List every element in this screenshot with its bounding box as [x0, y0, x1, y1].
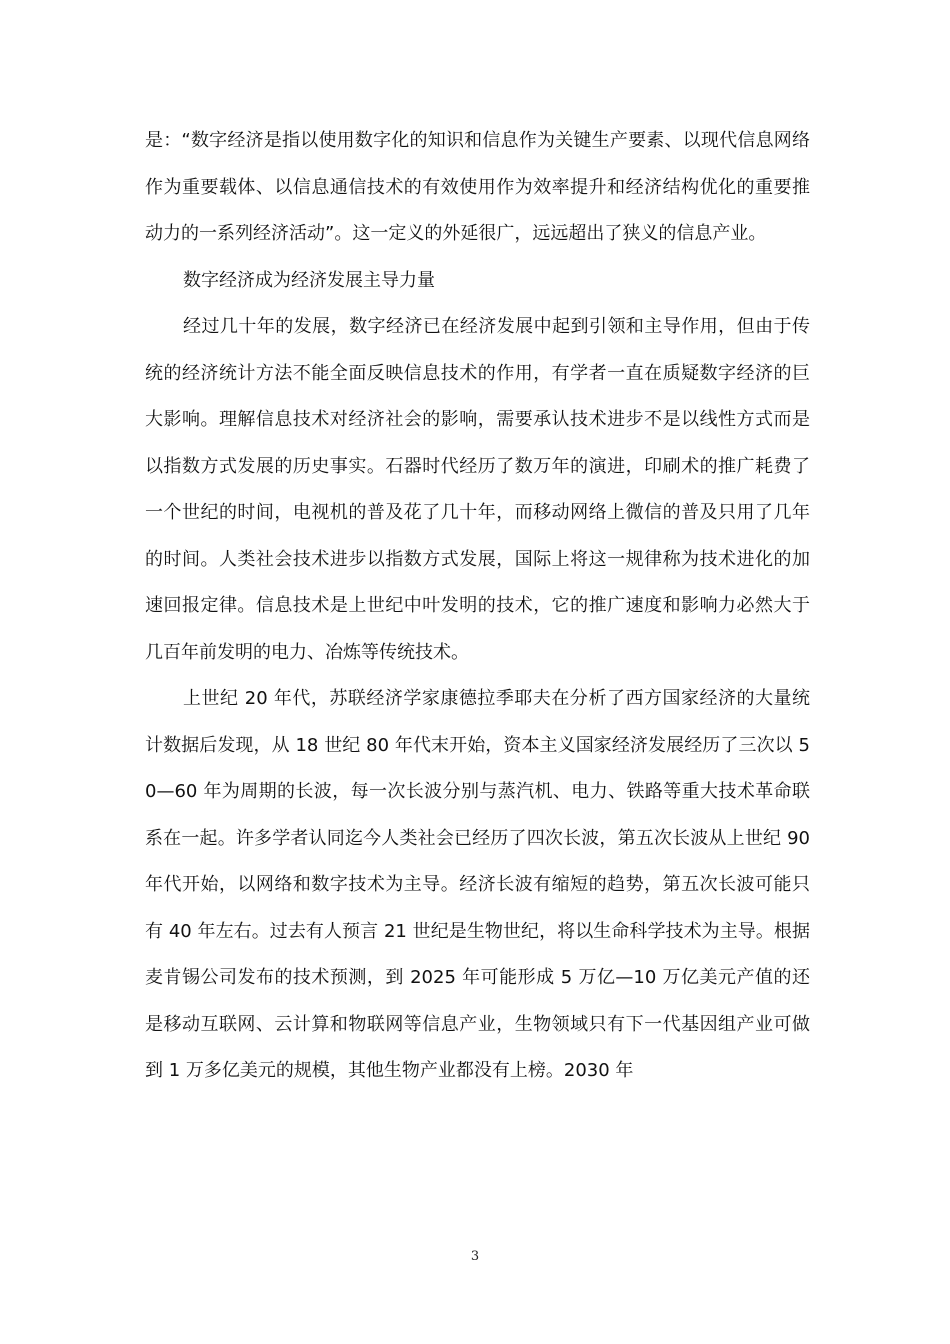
paragraph-development: 经过几十年的发展，数字经济已在经济发展中起到引领和主导作用，但由于传统的经济统计方法不能全面反映信息技术的作用，有学者一直在质疑数字经济的巨大影响。理解信息技术对经济社会的影响，需要承认技术进步不是以线性方式而是以指数方式发展的历史事实。石器时代经历了数万年的演进，印刷术的推广耗费了一个世纪的时间，电视机的普及花了几十年，而移动网络上微信的普及只用了几年的时间。人类社会技术进步以指数方式发展，国际上将这一规律称为技术进化的加速回报定律。信息技术是上世纪中叶发明的技术，它的推广速度和影响力必然大于几百年前发明的电力、冶炼等传统技术。: [145, 316, 810, 663]
page-number: 3: [470, 1249, 480, 1264]
document-body: [145, 118, 810, 1095]
paragraph-long-wave: 上世纪 20 年代，苏联经济学家康德拉季耶夫在分析了西方国家经济的大量统计数据后发现，从 18 世纪 80 年代末开始，资本主义国家经济发展经历了三次以 50—60 年为周期的长波，每一次长波分别与蒸汽机、电力、铁路等重大技术革命联系在一起。许多学者认同迄今人类社会已经历了四次长波，第五次长波从上世纪 90 年代开始，以网络和数字技术为主导。经济长波有缩短的趋势，第五次长波可能只有 40 年左右。过去有人预言 21 世纪是生物世纪，将以生命科学技术为主导。根据麦肯锡公司发布的技术预测，到 2025 年可能形成 5 万亿—10 万亿美元产值的还是移动互联网、云计算和物联网等信息产业，生物领域只有下一代基因组产业可做到 1 万多亿美元的规模，其他生物产业都没有上榜。2030 年: [145, 688, 810, 1081]
section-heading: 数字经济成为经济发展主导力量: [183, 269, 435, 291]
paragraph-definition: 是：“数字经济是指以使用数字化的知识和信息作为关键生产要素、以现代信息网络作为重要载体、以信息通信技术的有效使用作为效率提升和经济结构优化的重要推动力的一系列经济活动”。这一定义的外延很广，远远超出了狭义的信息产业。: [145, 130, 810, 244]
